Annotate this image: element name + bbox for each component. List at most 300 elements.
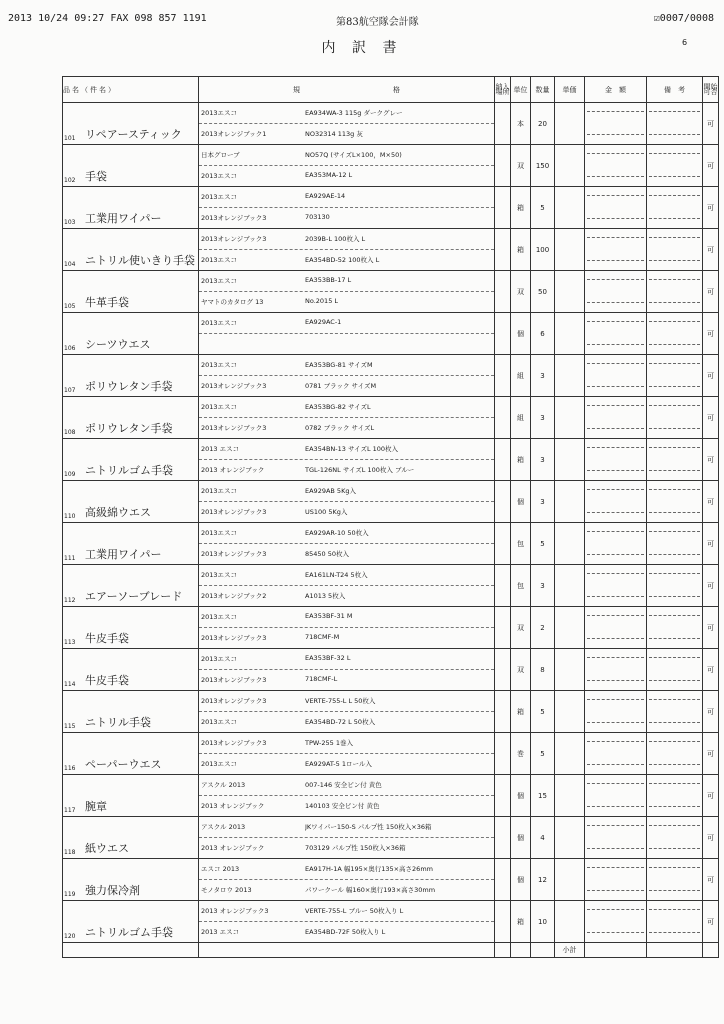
spec-model: EA929AT-5 1ロール入 <box>305 760 372 768</box>
spec-line <box>199 208 494 228</box>
openable-cell: 可 <box>703 187 719 229</box>
spec-cell <box>199 187 495 229</box>
item-number: 115 <box>64 723 76 730</box>
unit-cell: 双 <box>511 649 531 691</box>
spec-line <box>199 838 494 858</box>
item-name-cell <box>63 691 199 733</box>
remarks-cell <box>647 187 703 229</box>
delivery-cell <box>495 607 511 649</box>
document-title: 内 訳 書 <box>321 40 403 56</box>
unit-price-cell <box>555 313 585 355</box>
openable-cell: 可 <box>703 817 719 859</box>
spec-source: 2013 オレンジブック <box>201 466 265 474</box>
spec-source: 2013エスコ <box>201 487 238 495</box>
remarks-box <box>649 111 700 135</box>
amount-cell <box>585 439 647 481</box>
item-name: ペーパーウエス <box>85 758 162 771</box>
amount-box <box>587 657 644 681</box>
item-number: 120 <box>64 933 76 940</box>
spec-line <box>199 523 494 544</box>
spec-line <box>199 607 494 628</box>
spec-cell <box>199 271 495 313</box>
spec-line <box>199 817 494 838</box>
spec-cell <box>199 145 495 187</box>
remarks-cell <box>647 523 703 565</box>
qty-cell: 150 <box>531 145 555 187</box>
item-number: 109 <box>64 471 76 478</box>
delivery-cell <box>495 355 511 397</box>
header-row <box>63 77 719 103</box>
remarks-cell <box>647 733 703 775</box>
openable-cell: 可 <box>703 439 719 481</box>
table-row <box>63 229 719 271</box>
amount-box <box>587 783 644 807</box>
item-name: 工業用ワイパー <box>85 212 162 225</box>
spec-line <box>199 796 494 816</box>
item-name: ニトリルゴム手袋 <box>85 464 173 477</box>
spec-source: 2013エスコ <box>201 718 238 726</box>
item-name: 工業用ワイパー <box>85 548 162 561</box>
spec-line <box>199 460 494 480</box>
spec-model: EA353BG-81 サイズM <box>305 361 373 369</box>
spec-line <box>199 292 494 312</box>
amount-cell <box>585 481 647 523</box>
remarks-cell <box>647 229 703 271</box>
spec-model: 0782 ブラック サイズL <box>305 424 375 432</box>
subtotal-blank <box>495 943 511 958</box>
unit-price-cell <box>555 103 585 145</box>
item-number: 116 <box>64 765 76 772</box>
spec-model: EA353BF-32 L <box>305 654 351 662</box>
delivery-cell <box>495 775 511 817</box>
delivery-cell <box>495 481 511 523</box>
item-name-cell <box>63 439 199 481</box>
unit-price-cell <box>555 229 585 271</box>
amount-box <box>587 741 644 765</box>
amount-box <box>587 699 644 723</box>
col-qty: 数量 <box>531 77 555 103</box>
spec-model: 718CMF-L <box>305 675 338 683</box>
spec-source: 2013オレンジブック3 <box>201 634 267 642</box>
amount-box <box>587 825 644 849</box>
fax-page-counter: ☑0007/0008 <box>653 13 714 24</box>
remarks-cell <box>647 775 703 817</box>
unit-cell: 包 <box>511 565 531 607</box>
amount-cell <box>585 775 647 817</box>
item-number: 106 <box>64 345 76 352</box>
delivery-cell <box>495 397 511 439</box>
delivery-cell <box>495 145 511 187</box>
amount-cell <box>585 313 647 355</box>
unit-cell: 箱 <box>511 229 531 271</box>
spec-model: 85450 50枚入 <box>305 550 350 558</box>
spec-line <box>199 544 494 564</box>
unit-price-cell <box>555 397 585 439</box>
table-row <box>63 775 719 817</box>
unit-price-cell <box>555 607 585 649</box>
spec-line <box>199 439 494 460</box>
unit-cell: 箱 <box>511 691 531 733</box>
amount-box <box>587 531 644 555</box>
remarks-cell <box>647 607 703 649</box>
spec-model: NO32314 113g 灰 <box>305 130 363 138</box>
item-number: 113 <box>64 639 76 646</box>
item-number: 104 <box>64 261 76 268</box>
spec-cell <box>199 523 495 565</box>
openable-cell: 可 <box>703 775 719 817</box>
remarks-box <box>649 405 700 429</box>
spec-line <box>199 901 494 922</box>
openable-cell: 可 <box>703 859 719 901</box>
qty-cell: 8 <box>531 649 555 691</box>
spec-source: 2013エスコ <box>201 361 238 369</box>
amount-cell <box>585 733 647 775</box>
col-name: 品名（件名） <box>63 77 199 103</box>
table-row <box>63 271 719 313</box>
openable-cell: 可 <box>703 607 719 649</box>
remarks-cell <box>647 649 703 691</box>
spec-line <box>199 313 494 334</box>
openable-cell: 可 <box>703 271 719 313</box>
item-number: 101 <box>64 135 76 142</box>
remarks-box <box>649 237 700 261</box>
table-row <box>63 313 719 355</box>
qty-cell: 5 <box>531 733 555 775</box>
openable-cell: 可 <box>703 523 719 565</box>
spec-cell <box>199 439 495 481</box>
spec-model: No.2015 L <box>305 297 339 305</box>
unit-price-cell <box>555 775 585 817</box>
spec-source: 2013エスコ <box>201 655 238 663</box>
unit-cell: 個 <box>511 775 531 817</box>
table-row <box>63 607 719 649</box>
spec-model: JKワイパー150-S パルプ性 150枚入×36箱 <box>305 823 432 831</box>
delivery-cell <box>495 271 511 313</box>
unit-cell: 双 <box>511 145 531 187</box>
spec-source: 2013エスコ <box>201 571 238 579</box>
delivery-cell <box>495 229 511 271</box>
amount-box <box>587 489 644 513</box>
unit-price-cell <box>555 565 585 607</box>
remarks-box <box>649 153 700 177</box>
delivery-cell <box>495 649 511 691</box>
spec-source: 日本グローブ <box>201 151 240 159</box>
item-name: 腕章 <box>85 800 107 813</box>
spec-model: VERTE-755-L L 50枚入 <box>305 697 376 705</box>
spec-model: パワークール 幅160×奥行193×高さ30mm <box>305 886 436 894</box>
spec-cell <box>199 901 495 943</box>
unit-cell: 箱 <box>511 439 531 481</box>
spec-model: EA354BD-72 L 50枚入 <box>305 718 376 726</box>
qty-cell: 3 <box>531 439 555 481</box>
remarks-box <box>649 909 700 933</box>
spec-model: VERTE-755-L ブルー 50枚入り L <box>305 907 404 915</box>
spec-source: アスクル 2013 <box>201 781 246 789</box>
unit-cell: 箱 <box>511 901 531 943</box>
remarks-box <box>649 699 700 723</box>
openable-cell: 可 <box>703 649 719 691</box>
item-name: ニトリル使いきり手袋 <box>85 254 195 267</box>
table-row <box>63 481 719 523</box>
spec-model: 2039B-L 100枚入 L <box>305 235 366 243</box>
item-name-cell <box>63 271 199 313</box>
delivery-cell <box>495 313 511 355</box>
spec-cell <box>199 649 495 691</box>
table-row <box>63 523 719 565</box>
subtotal-flag <box>703 943 719 958</box>
openable-cell: 可 <box>703 313 719 355</box>
delivery-cell <box>495 859 511 901</box>
spec-cell <box>199 775 495 817</box>
spec-source: 2013エスコ <box>201 319 238 327</box>
unit-price-cell <box>555 355 585 397</box>
spec-source: 2013 エスコ <box>201 445 240 453</box>
delivery-cell <box>495 901 511 943</box>
item-name-cell <box>63 901 199 943</box>
item-name: 高級綿ウエス <box>85 506 151 519</box>
spec-model: NO57Q (サイズL×100，M×50) <box>305 151 402 159</box>
spec-cell <box>199 607 495 649</box>
openable-cell: 可 <box>703 733 719 775</box>
amount-cell <box>585 859 647 901</box>
spec-source: 2013オレンジブック3 <box>201 214 267 222</box>
amount-cell <box>585 607 647 649</box>
amount-box <box>587 573 644 597</box>
spec-line <box>199 250 494 270</box>
remarks-box <box>649 321 700 345</box>
item-name: ニトリル手袋 <box>85 716 151 729</box>
qty-cell: 15 <box>531 775 555 817</box>
remarks-cell <box>647 691 703 733</box>
remarks-box <box>649 363 700 387</box>
spec-line <box>199 334 494 354</box>
item-number: 119 <box>64 891 76 898</box>
spec-cell <box>199 229 495 271</box>
remarks-box <box>649 531 700 555</box>
remarks-box <box>649 783 700 807</box>
table-row <box>63 397 719 439</box>
remarks-cell <box>647 817 703 859</box>
spec-source: 2013オレンジブック3 <box>201 235 267 243</box>
spec-source: 2013エスコ <box>201 172 238 180</box>
spec-model: EA917H-1A 幅195×奥行135×高さ26mm <box>305 865 433 873</box>
spec-line <box>199 187 494 208</box>
table-row <box>63 691 719 733</box>
spec-source: モノタロウ 2013 <box>201 886 252 894</box>
spec-source: 2013オレンジブック3 <box>201 739 267 747</box>
amount-cell <box>585 565 647 607</box>
openable-cell: 可 <box>703 145 719 187</box>
spec-model: 140103 安全ピン付 黄色 <box>305 802 380 810</box>
qty-cell: 2 <box>531 607 555 649</box>
delivery-cell <box>495 733 511 775</box>
openable-cell: 可 <box>703 691 719 733</box>
spec-line <box>199 754 494 774</box>
amount-box <box>587 363 644 387</box>
remarks-cell <box>647 901 703 943</box>
unit-cell: 双 <box>511 607 531 649</box>
spec-line <box>199 502 494 522</box>
remarks-cell <box>647 859 703 901</box>
col-amount: 金 額 <box>585 77 647 103</box>
spec-source: 2013 オレンジブック3 <box>201 907 269 915</box>
spec-model: 718CMF-M <box>305 633 340 641</box>
spec-line <box>199 733 494 754</box>
item-name-cell <box>63 187 199 229</box>
spec-model: EA354BN-13 サイズL 100枚入 <box>305 445 399 453</box>
spec-line <box>199 586 494 606</box>
col-spec-left: 規 <box>293 85 300 94</box>
spec-cell <box>199 397 495 439</box>
qty-cell: 20 <box>531 103 555 145</box>
subtotal-label: 小計 <box>555 943 585 958</box>
unit-price-cell <box>555 481 585 523</box>
item-name: シーツウエス <box>85 338 151 351</box>
spec-source: 2013エスコ <box>201 403 238 411</box>
amount-cell <box>585 691 647 733</box>
table-row <box>63 901 719 943</box>
remarks-box <box>649 657 700 681</box>
subtotal-blank <box>531 943 555 958</box>
unit-price-cell <box>555 817 585 859</box>
spec-line <box>199 145 494 166</box>
spec-source: 2013オレンジブック3 <box>201 508 267 516</box>
item-name: 紙ウエス <box>85 842 129 855</box>
spec-model: EA161LN-T24 5枚入 <box>305 571 368 579</box>
spec-source: 2013オレンジブック3 <box>201 382 267 390</box>
amount-box <box>587 153 644 177</box>
qty-cell: 5 <box>531 691 555 733</box>
amount-box <box>587 279 644 303</box>
spec-source: 2013オレンジブック3 <box>201 424 267 432</box>
spec-source: ヤマトのカタログ 13 <box>201 298 264 306</box>
spec-source: 2013オレンジブック3 <box>201 550 267 558</box>
remarks-box <box>649 447 700 471</box>
subtotal-amount <box>585 943 647 958</box>
unit-cell: 包 <box>511 523 531 565</box>
spec-source: 2013エスコ <box>201 277 238 285</box>
spec-line <box>199 922 494 942</box>
item-name: ポリウレタン手袋 <box>85 422 173 435</box>
spec-model: TPW-255 1巻入 <box>305 739 354 747</box>
page-number: 6 <box>682 38 688 47</box>
delivery-cell <box>495 691 511 733</box>
amount-cell <box>585 397 647 439</box>
unit-cell: 組 <box>511 397 531 439</box>
spec-line <box>199 628 494 648</box>
spec-line <box>199 565 494 586</box>
amount-cell <box>585 901 647 943</box>
remarks-box <box>649 741 700 765</box>
table-row <box>63 649 719 691</box>
amount-cell <box>585 187 647 229</box>
spec-line <box>199 397 494 418</box>
item-number: 107 <box>64 387 76 394</box>
subtotal-blank <box>199 943 495 958</box>
amount-box <box>587 867 644 891</box>
amount-box <box>587 615 644 639</box>
col-unit-price: 単価 <box>555 77 585 103</box>
remarks-box <box>649 867 700 891</box>
spec-model: EA353BF-31 M <box>305 612 353 620</box>
openable-cell: 可 <box>703 355 719 397</box>
spec-line <box>199 124 494 144</box>
item-name-cell <box>63 523 199 565</box>
spec-line <box>199 271 494 292</box>
unit-price-cell <box>555 187 585 229</box>
unit-price-cell <box>555 271 585 313</box>
spec-cell <box>199 355 495 397</box>
table-row <box>63 817 719 859</box>
unit-cell: 個 <box>511 313 531 355</box>
table-row <box>63 439 719 481</box>
item-name-cell <box>63 145 199 187</box>
unit-price-cell <box>555 859 585 901</box>
amount-cell <box>585 145 647 187</box>
item-number: 105 <box>64 303 76 310</box>
table-row <box>63 733 719 775</box>
remarks-box <box>649 195 700 219</box>
spec-source: 2013エスコ <box>201 109 238 117</box>
amount-cell <box>585 817 647 859</box>
delivery-cell <box>495 817 511 859</box>
unit-price-cell <box>555 691 585 733</box>
item-name: リペアースティック <box>85 128 182 141</box>
spec-cell <box>199 733 495 775</box>
item-name: 牛皮手袋 <box>85 674 129 687</box>
spec-line <box>199 712 494 732</box>
openable-cell: 可 <box>703 103 719 145</box>
spec-cell <box>199 817 495 859</box>
breakdown-table <box>62 76 719 958</box>
remarks-box <box>649 279 700 303</box>
spec-source: 2013オレンジブック3 <box>201 676 267 684</box>
spec-source: 2013オレンジブック3 <box>201 697 267 705</box>
item-name-cell <box>63 229 199 271</box>
qty-cell: 4 <box>531 817 555 859</box>
remarks-box <box>649 825 700 849</box>
item-number: 110 <box>64 513 76 520</box>
delivery-cell <box>495 439 511 481</box>
item-name: ニトリルゴム手袋 <box>85 926 173 939</box>
spec-line <box>199 670 494 690</box>
col-delivery: 納入場所 <box>495 77 511 103</box>
spec-line <box>199 859 494 880</box>
unit-price-cell <box>555 649 585 691</box>
col-remarks: 備 考 <box>647 77 703 103</box>
spec-model: EA929AB 5Kg入 <box>305 487 356 495</box>
spec-model: 007-146 安全ピン付 黄色 <box>305 781 382 789</box>
delivery-cell <box>495 565 511 607</box>
delivery-cell <box>495 187 511 229</box>
table-row <box>63 103 719 145</box>
spec-model: EA353BB-17 L <box>305 276 352 284</box>
amount-cell <box>585 523 647 565</box>
remarks-cell <box>647 481 703 523</box>
unit-cell: 本 <box>511 103 531 145</box>
openable-cell: 可 <box>703 565 719 607</box>
remarks-cell <box>647 439 703 481</box>
remarks-cell <box>647 145 703 187</box>
unit-cell: 個 <box>511 859 531 901</box>
amount-box <box>587 321 644 345</box>
amount-box <box>587 111 644 135</box>
spec-line <box>199 376 494 396</box>
spec-model: EA929AC-1 <box>305 318 342 326</box>
amount-box <box>587 405 644 429</box>
spec-line <box>199 775 494 796</box>
spec-source: アスクル 2013 <box>201 823 246 831</box>
